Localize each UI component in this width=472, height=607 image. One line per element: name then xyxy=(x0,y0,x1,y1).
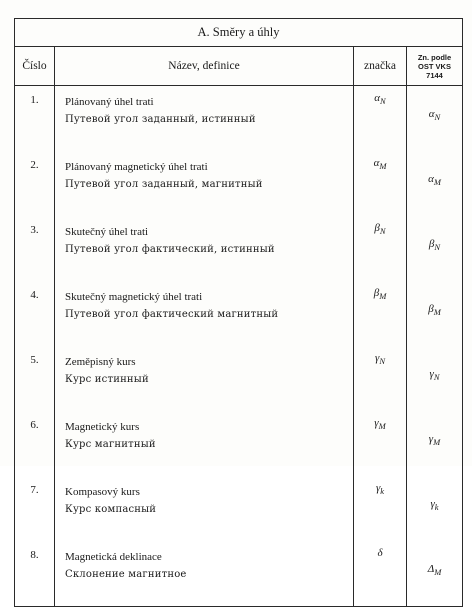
row-name xyxy=(55,411,354,476)
row-name-russian: Путевой угол заданный, магнитный xyxy=(65,179,263,190)
row-name-russian: Склонение магнитное xyxy=(65,569,187,580)
row-symbol-letter: δ xyxy=(377,547,383,559)
row-symbol xyxy=(354,216,407,281)
header-standard-line2: OST VKS xyxy=(418,61,451,71)
row-standard-symbol xyxy=(407,411,463,476)
symbols-table xyxy=(14,18,463,607)
row-name-czech: Magnetická deklinace xyxy=(65,551,162,563)
row-number: 2. xyxy=(15,151,55,216)
row-standard-letter: β xyxy=(428,303,434,315)
row-symbol-letter: α xyxy=(374,92,381,104)
row-symbol-subscript: N xyxy=(380,96,386,106)
row-standard-letter: γ xyxy=(430,498,435,510)
row-name-czech: Plánovaný magnetický úhel trati xyxy=(65,161,208,173)
row-symbol-letter: β xyxy=(374,222,380,234)
row-standard-symbol xyxy=(407,86,463,152)
row-name-russian: Курс истинный xyxy=(65,374,149,385)
row-name xyxy=(55,346,354,411)
row-standard-symbol xyxy=(407,541,463,607)
row-standard-subscript: M xyxy=(433,437,441,447)
row-standard-symbol xyxy=(407,346,463,411)
row-standard-letter: β xyxy=(428,238,435,250)
row-symbol-subscript: M xyxy=(379,291,387,301)
row-symbol-subscript: k xyxy=(380,486,385,496)
header-symbol: značka xyxy=(354,47,407,86)
row-symbol-letter: γ xyxy=(375,482,381,494)
row-standard-symbol xyxy=(407,476,463,541)
row-standard-subscript: M xyxy=(433,177,441,187)
row-standard-letter: Δ xyxy=(427,563,435,575)
row-name-russian: Курс магнитный xyxy=(65,439,156,450)
row-symbol-letter: γ xyxy=(374,352,380,364)
row-standard-subscript: M xyxy=(433,307,441,317)
table-title: A. Směry a úhly xyxy=(15,19,463,47)
row-standard-letter: γ xyxy=(428,433,434,445)
row-name-czech: Plánovaný úhel trati xyxy=(65,96,154,108)
row-standard-symbol xyxy=(407,216,463,281)
row-name xyxy=(55,216,354,281)
row-symbol xyxy=(354,281,407,346)
row-name xyxy=(55,476,354,541)
row-standard-symbol xyxy=(407,151,463,216)
row-name-czech: Zeměpisný kurs xyxy=(65,356,136,368)
row-symbol xyxy=(354,476,407,541)
header-number: Číslo xyxy=(15,47,55,86)
row-number: 3. xyxy=(15,216,55,281)
row-standard-subscript: k xyxy=(434,502,439,512)
row-symbol-subscript: M xyxy=(379,161,387,171)
row-standard-subscript: M xyxy=(434,567,442,577)
row-standard-subscript: N xyxy=(434,242,441,252)
row-number: 6. xyxy=(15,411,55,476)
row-name-russian: Путевой угол заданный, истинный xyxy=(65,114,256,125)
row-standard-letter: γ xyxy=(429,368,434,380)
row-number: 1. xyxy=(15,86,55,152)
row-number: 5. xyxy=(15,346,55,411)
table-row xyxy=(15,541,463,607)
row-name-russian: Путевой угол фактический, истинный xyxy=(65,244,275,255)
row-standard-symbol xyxy=(407,281,463,346)
header-standard xyxy=(407,47,463,86)
row-symbol-subscript: N xyxy=(379,226,386,236)
row-symbol-letter: β xyxy=(373,287,380,299)
header-standard-line3: 7144 xyxy=(426,70,443,80)
row-symbol-subscript: N xyxy=(379,356,385,366)
row-symbol xyxy=(354,541,407,607)
table-row xyxy=(15,216,463,281)
row-name-czech: Skutečný úhel trati xyxy=(65,226,149,238)
table-row xyxy=(15,411,463,476)
table-row xyxy=(15,86,463,152)
row-symbol-letter: γ xyxy=(374,417,379,429)
row-name xyxy=(55,86,354,152)
table-row xyxy=(15,476,463,541)
row-number: 8. xyxy=(15,541,55,607)
header-standard-line1: Zn. podle xyxy=(417,52,452,62)
row-symbol xyxy=(354,411,407,476)
table-row xyxy=(15,346,463,411)
row-standard-letter: α xyxy=(428,108,435,120)
row-name xyxy=(55,541,354,607)
row-number: 4. xyxy=(15,281,55,346)
row-symbol xyxy=(354,151,407,216)
row-standard-subscript: N xyxy=(433,372,440,382)
row-name-czech: Kompasový kurs xyxy=(65,486,140,498)
row-symbol-subscript: M xyxy=(378,421,386,431)
row-name xyxy=(55,151,354,216)
row-standard-letter: α xyxy=(428,173,434,185)
row-symbol-letter: α xyxy=(373,157,380,169)
row-name-czech: Skutečný magnetický úhel trati xyxy=(65,291,203,303)
table-row xyxy=(15,151,463,216)
header-name: Název, definice xyxy=(55,47,354,86)
row-name-russian: Путевой угол фактический магнитный xyxy=(65,309,279,320)
row-standard-subscript: N xyxy=(434,112,441,122)
row-symbol xyxy=(354,86,407,152)
row-symbol xyxy=(354,346,407,411)
row-name-czech: Magnetický kurs xyxy=(65,421,140,433)
row-name xyxy=(55,281,354,346)
row-number: 7. xyxy=(15,476,55,541)
row-name-russian: Курс компасный xyxy=(65,504,157,515)
table-row xyxy=(15,281,463,346)
